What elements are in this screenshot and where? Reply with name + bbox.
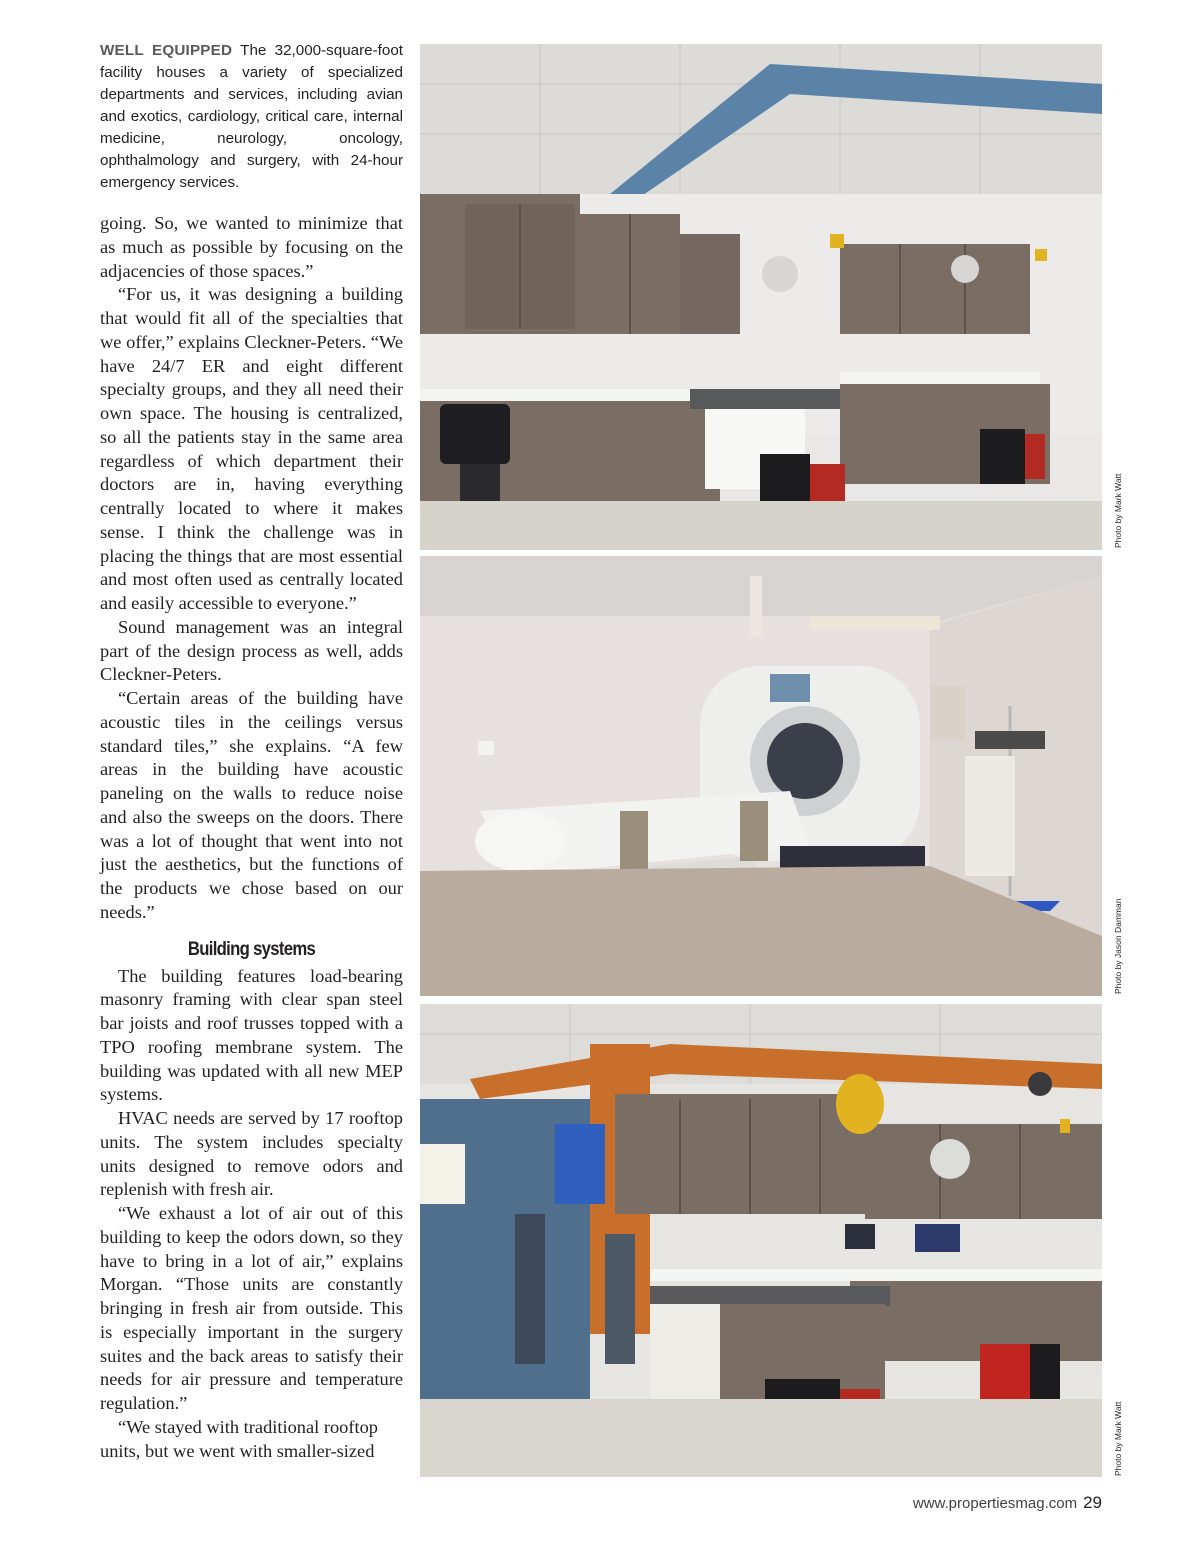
caption-lead: WELL EQUIPPED bbox=[100, 42, 233, 59]
ct-room-image bbox=[420, 556, 1102, 996]
treatment-area-image bbox=[420, 1004, 1102, 1477]
page-number: 29 bbox=[1083, 1493, 1102, 1512]
caption-text: The 32,000-square-foot facility houses a variety of specialized departments and services, including avian and exotics, cardiology, critical care, internal medicine, neurology, oncology, ophthalmology and surgery, with 24-hour emergency services. bbox=[100, 42, 403, 191]
website-url: www.propertiesmag.com bbox=[912, 1495, 1078, 1512]
article-body bbox=[100, 212, 403, 1463]
photo-treatment-room bbox=[420, 44, 1102, 550]
article-paragraph: going. So, we wanted to minimize that as much as possible by focusing on the adjacencies of those spaces.” bbox=[100, 213, 403, 281]
photo-credit: Photo by Mark Watt bbox=[1113, 473, 1123, 548]
page-footer bbox=[913, 1493, 1102, 1513]
treatment-room-image bbox=[420, 44, 1102, 550]
photo-credit: Photo by Jason Damman bbox=[1113, 898, 1123, 994]
article-paragraph: “We stayed with traditional rooftop units, but we went with smaller-sized bbox=[100, 1416, 379, 1461]
article-paragraph: “We exhaust a lot of air out of this building to keep the odors down, so they have to bring in a lot of air,” explains Morgan. “Those units are constantly bringing in fresh air from outside. This is especially important in the surgery suites and the back areas to satisfy their needs for air pressure and temperature regulation.” bbox=[100, 1203, 403, 1413]
photo-treatment-area bbox=[420, 1004, 1102, 1477]
article-paragraph: HVAC needs are served by 17 rooftop units. The system includes specialty units designed to remove odors and replenish with fresh air. bbox=[100, 1108, 403, 1200]
section-heading: Building systems bbox=[187, 938, 316, 960]
photo-caption bbox=[100, 40, 403, 194]
article-paragraph: Sound management was an integral part of the design process as well, adds Cleckner-Peters. bbox=[100, 616, 403, 685]
article-paragraph: “For us, it was designing a building that would fit all of the specialties that we offer,” explains Cleckner-Peters. “We have 24/7 ER and eight different specialty groups, and they all need their own space. The housing is centralized, so all the patients stay in the same area regardless of which department their doctors are in, having everything centrally located to where it makes sense. I think the challenge was in placing the things that are most essential and most often used as centrally located and easily accessible to everyone.” bbox=[100, 284, 403, 613]
photo-credit: Photo by Mark Watt bbox=[1113, 1401, 1123, 1476]
article-paragraph: “Certain areas of the building have acoustic tiles in the ceilings versus standard tiles,” she explains. “A few areas in the building have acoustic paneling on the walls to reduce noise and also the sweeps on the doors. There was a lot of thought that went into not just the aesthetics, but the functions of the products we chose based on our needs.” bbox=[100, 688, 403, 922]
photo-ct-room bbox=[420, 556, 1102, 996]
article-paragraph: The building features load-bearing masonry framing with clear span steel bar joists and roof trusses topped with a TPO roofing membrane system. The building was updated with all new MEP systems. bbox=[100, 965, 403, 1105]
